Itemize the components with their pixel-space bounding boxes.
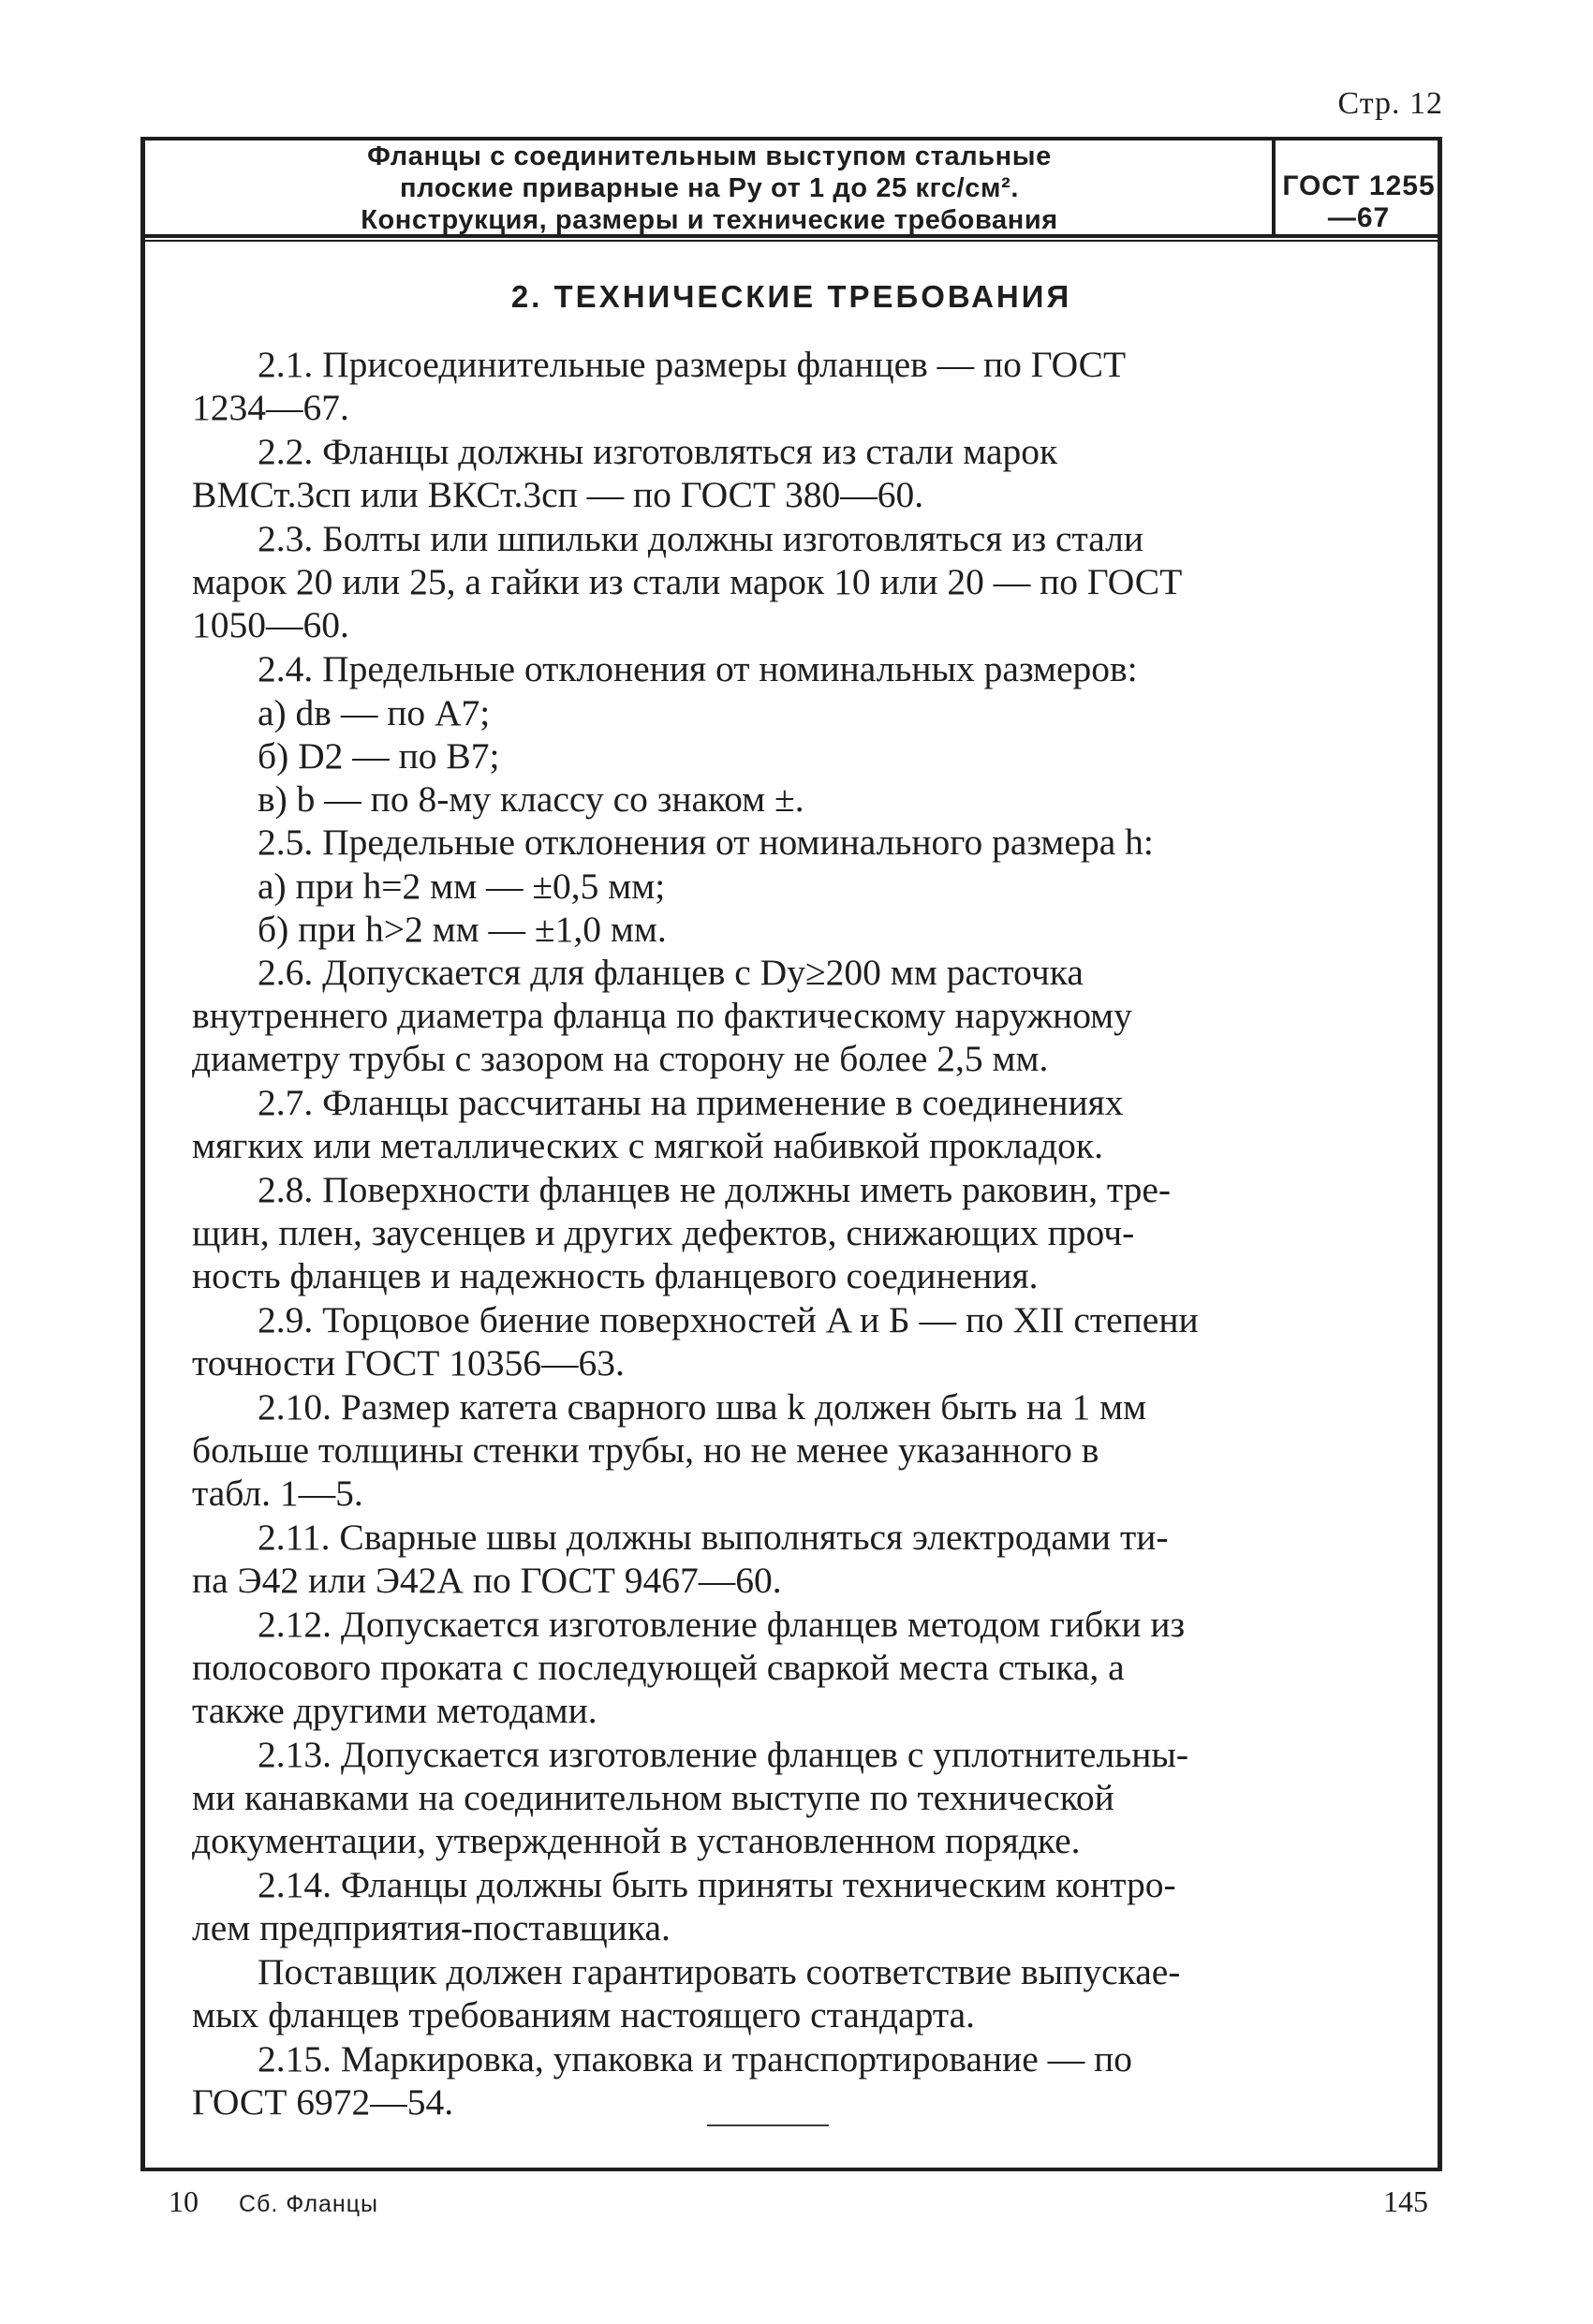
standard-code: ГОСТ 1255—67 bbox=[1282, 170, 1436, 233]
clause-2-11: 2.11. Сварные швы должны выполняться электродами ти- па Э42 или Э42А по ГОСТ 9467—60. bbox=[192, 1517, 1169, 1601]
clause-2-15: 2.15. Маркировка, упаковка и транспортирование — по ГОСТ 6972—54. bbox=[192, 2038, 1132, 2123]
frame-bottom-border bbox=[140, 2168, 1442, 2171]
supplier-note: Поставщик должен гарантировать соответствие выпускае- мых фланцев требованиям настоящего стандарта. bbox=[192, 1951, 1181, 2035]
clause-2-4-b: б) D2 — по B7; bbox=[258, 735, 500, 777]
header-title-line: Фланцы с соединительным выступом стальные bbox=[367, 141, 1052, 171]
page-number: Стр. 12 bbox=[1337, 86, 1443, 121]
requirements-text bbox=[192, 343, 1400, 2124]
header-title bbox=[159, 141, 1260, 236]
clause-2-3: 2.3. Болты или шпильки должны изготовляться из стали марок 20 или 25, а гайки из стали марок 10 или 20 — по ГОСТ 1050—60. bbox=[192, 518, 1183, 645]
clause-2-2: 2.2. Фланцы должны изготовляться из стали марок ВМСт.3сп или ВКСт.3сп — по ГОСТ 380—60. bbox=[192, 431, 1058, 515]
end-of-text-rule bbox=[707, 2124, 829, 2126]
clause-2-8: 2.8. Поверхности фланцев не должны иметь раковин, тре- щин, плен, заусенцев и других дефектов, снижающих проч- ность фланцев и надежность фланцевого соединения. bbox=[192, 1169, 1172, 1296]
header-title-line: плоские приварные на Pу от 1 до 25 кгс/см². bbox=[399, 173, 1019, 203]
clause-2-4: 2.4. Предельные отклонения от номинальных размеров: bbox=[258, 648, 1138, 689]
clause-2-9: 2.9. Торцовое биение поверхностей A и Б — по XII степени точности ГОСТ 10356—63. bbox=[192, 1299, 1199, 1384]
clause-2-10: 2.10. Размер катета сварного шва k должен быть на 1 мм больше толщины стенки трубы, но не менее указанного в табл. 1—5. bbox=[192, 1386, 1147, 1514]
clause-2-5-b: б) при h>2 мм — ±1,0 мм. bbox=[258, 909, 667, 950]
clause-2-4-a: а) dв — по A7; bbox=[258, 692, 491, 733]
clause-2-5-a: а) при h=2 мм — ±0,5 мм; bbox=[258, 866, 666, 907]
clause-2-6: 2.6. Допускается для фланцев с Dу≥200 мм расточка внутреннего диаметра фланца по фактическому наружному диаметру трубы с зазором на сторону не более 2,5 мм. bbox=[192, 952, 1132, 1079]
header-title-line: Конструкция, размеры и технические требования bbox=[361, 205, 1058, 235]
footer-page-number: 145 bbox=[1383, 2184, 1428, 2218]
clause-2-12: 2.12. Допускается изготовление фланцев методом гибки из полосового проката с последующей сваркой места стыка, а также другими методами. bbox=[192, 1604, 1186, 1731]
document-frame bbox=[140, 137, 1442, 2171]
clause-2-1: 2.1. Присоединительные размеры фланцев — по ГОСТ 1234—67. bbox=[192, 344, 1127, 428]
clause-2-4-c: в) b — по 8-му классу со знаком ±. bbox=[258, 778, 804, 820]
footer-sheet-mark: 10 bbox=[169, 2184, 199, 2218]
clause-2-13: 2.13. Допускается изготовление фланцев с уплотнительны- ми канавками на соединительном выступе по технической документации, утвержденной в установленном порядке. bbox=[192, 1734, 1189, 1861]
clause-2-14: 2.14. Фланцы должны быть приняты техническим контро- лем предприятия-поставщика. bbox=[192, 1864, 1176, 1948]
clause-2-7: 2.7. Фланцы рассчитаны на применение в соединениях мягких или металлических с мягкой набивкой прокладок. bbox=[192, 1082, 1124, 1166]
clause-2-5: 2.5. Предельные отклонения от номинального размера h: bbox=[258, 822, 1154, 863]
frame-left-border bbox=[140, 137, 145, 2171]
section-heading: 2. ТЕХНИЧЕСКИЕ ТРЕБОВАНИЯ bbox=[510, 279, 1072, 314]
header-bottom-rule-thin bbox=[140, 240, 1442, 242]
frame-right-border bbox=[1438, 137, 1442, 2171]
footer-collection-name: Сб. Фланцы bbox=[239, 2191, 379, 2217]
